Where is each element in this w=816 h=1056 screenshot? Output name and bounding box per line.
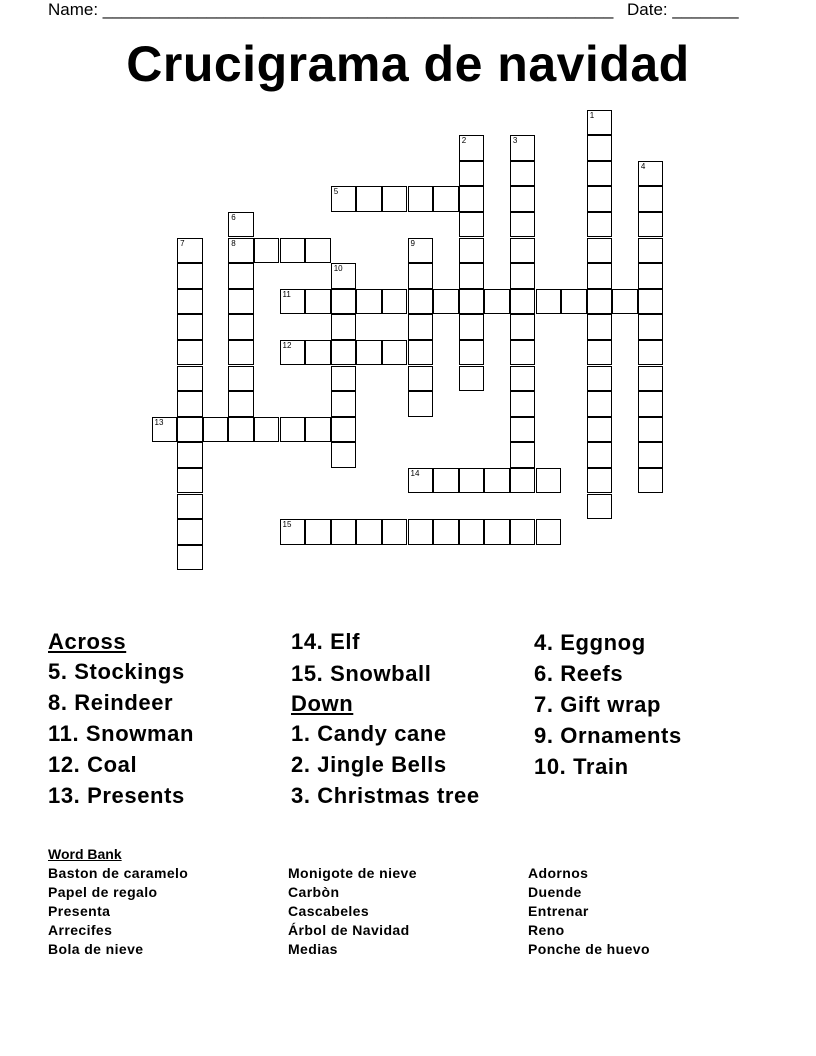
crossword-cell[interactable]	[510, 212, 536, 238]
crossword-cell[interactable]	[638, 340, 664, 366]
crossword-cell[interactable]	[433, 519, 459, 545]
crossword-cell[interactable]	[356, 340, 382, 366]
clue-number: 3	[512, 136, 518, 146]
clue-down-9: 9. Ornaments	[534, 723, 682, 748]
clue-number: 11	[282, 289, 291, 299]
crossword-cell[interactable]	[177, 494, 203, 520]
clue-number: 4	[640, 161, 646, 171]
crossword-cell[interactable]	[177, 391, 203, 417]
crossword-cell[interactable]	[331, 442, 357, 468]
crossword-cell[interactable]	[177, 263, 203, 289]
crossword-cell[interactable]	[408, 263, 434, 289]
crossword-cell[interactable]	[152, 417, 178, 443]
crossword-cell[interactable]	[587, 391, 613, 417]
word-bank-item: Baston de caramelo	[48, 865, 189, 881]
clue-across-13: 13. Presents	[48, 783, 185, 808]
crossword-cell[interactable]	[408, 314, 434, 340]
crossword-cell[interactable]	[280, 417, 306, 443]
crossword-cell[interactable]	[177, 366, 203, 392]
crossword-cell[interactable]	[177, 519, 203, 545]
crossword-cell[interactable]	[254, 417, 280, 443]
word-bank-item: Carbòn	[288, 884, 340, 900]
across-heading: Across	[48, 629, 127, 654]
crossword-cell[interactable]	[612, 289, 638, 315]
crossword-cell[interactable]	[305, 289, 331, 315]
clue-down-10: 10. Train	[534, 754, 629, 779]
crossword-cell[interactable]	[305, 340, 331, 366]
crossword-cell[interactable]	[638, 417, 664, 443]
crossword-cell[interactable]	[484, 519, 510, 545]
crossword-cell[interactable]	[356, 186, 382, 212]
crossword-cell[interactable]	[459, 186, 485, 212]
crossword-cell[interactable]	[484, 468, 510, 494]
crossword-cell[interactable]	[638, 289, 664, 315]
crossword-cell[interactable]	[638, 212, 664, 238]
crossword-cell[interactable]	[356, 519, 382, 545]
clue-across-11: 11. Snowman	[48, 721, 194, 746]
crossword-cell[interactable]	[177, 314, 203, 340]
crossword-cell[interactable]	[305, 238, 331, 264]
clue-number: 12	[282, 340, 292, 350]
crossword-cell[interactable]	[587, 263, 613, 289]
crossword-cell[interactable]	[177, 545, 203, 571]
crossword-cell[interactable]	[177, 468, 203, 494]
crossword-cell[interactable]	[587, 442, 613, 468]
crossword-cell[interactable]	[510, 135, 536, 161]
word-bank-heading: Word Bank	[48, 846, 122, 862]
crossword-cell[interactable]	[177, 238, 203, 264]
clue-number: 7	[180, 238, 185, 248]
crossword-cell[interactable]	[228, 314, 254, 340]
date-label: Date: _______	[627, 0, 739, 19]
crossword-cell[interactable]	[510, 263, 536, 289]
clue-down-2: 2. Jingle Bells	[291, 752, 447, 777]
crossword-cell[interactable]	[587, 417, 613, 443]
crossword-cell[interactable]	[536, 468, 562, 494]
crossword-cell[interactable]	[510, 391, 536, 417]
crossword-cell[interactable]	[459, 135, 485, 161]
crossword-cell[interactable]	[408, 340, 434, 366]
word-bank-item: Cascabeles	[288, 903, 370, 919]
crossword-cell[interactable]	[587, 135, 613, 161]
word-bank-item: Medias	[288, 941, 338, 957]
crossword-cell[interactable]	[228, 289, 254, 315]
clue-number: 6	[231, 212, 236, 222]
clue-across-14: 14. Elf	[291, 629, 361, 654]
clue-down-7: 7. Gift wrap	[534, 692, 661, 717]
crossword-cell[interactable]	[408, 186, 434, 212]
word-bank-item: Duende	[528, 884, 582, 900]
crossword-cell[interactable]	[484, 289, 510, 315]
word-bank-item: Arrecifes	[48, 922, 113, 938]
clue-number: 15	[282, 520, 292, 530]
crossword-cell[interactable]	[536, 519, 562, 545]
crossword-cell[interactable]	[408, 391, 434, 417]
crossword-cell[interactable]	[408, 238, 434, 264]
crossword-cell[interactable]	[587, 468, 613, 494]
clue-across-5: 5. Stockings	[48, 659, 185, 684]
crossword-cell[interactable]	[331, 391, 357, 417]
crossword-cell[interactable]	[331, 340, 357, 366]
crossword-cell[interactable]	[510, 186, 536, 212]
crossword-cell[interactable]	[459, 468, 485, 494]
crossword-cell[interactable]	[510, 340, 536, 366]
word-bank-item: Bola de nieve	[48, 941, 144, 957]
crossword-cell[interactable]	[408, 366, 434, 392]
crossword-cell[interactable]	[638, 391, 664, 417]
crossword-cell[interactable]	[280, 238, 306, 264]
crossword-cell[interactable]	[459, 340, 485, 366]
crossword-cell[interactable]	[587, 494, 613, 520]
crossword-cell[interactable]	[459, 314, 485, 340]
crossword-cell[interactable]	[228, 417, 254, 443]
crossword-cell[interactable]	[587, 340, 613, 366]
clue-number: 8	[231, 238, 236, 248]
crossword-cell[interactable]	[331, 263, 357, 289]
clue-number: 9	[410, 238, 415, 248]
crossword-cell[interactable]	[280, 289, 306, 315]
crossword-cell[interactable]	[331, 289, 357, 315]
crossword-cell[interactable]	[305, 417, 331, 443]
crossword-cell[interactable]	[228, 391, 254, 417]
crossword-cell[interactable]	[638, 314, 664, 340]
crossword-cell[interactable]	[356, 289, 382, 315]
crossword-cell[interactable]	[510, 161, 536, 187]
clue-number: 5	[333, 187, 339, 197]
crossword-cell[interactable]	[382, 186, 408, 212]
page-title: Crucigrama de navidad	[126, 36, 690, 92]
crossword-cell[interactable]	[177, 417, 203, 443]
crossword-cell[interactable]	[459, 263, 485, 289]
crossword-cell[interactable]	[408, 289, 434, 315]
crossword-cell[interactable]	[510, 519, 536, 545]
crossword-cell[interactable]	[331, 186, 357, 212]
clue-number: 14	[410, 468, 420, 478]
word-bank-item: Reno	[528, 922, 565, 938]
crossword-cell[interactable]	[459, 519, 485, 545]
name-label: Name: ______________________________________________________	[48, 0, 614, 19]
crossword-cell[interactable]	[536, 289, 562, 315]
clue-down-1: 1. Candy cane	[291, 721, 447, 746]
clue-across-12: 12. Coal	[48, 752, 138, 777]
crossword-cell[interactable]	[587, 212, 613, 238]
crossword-cell[interactable]	[510, 238, 536, 264]
word-bank-item: Ponche de huevo	[528, 941, 650, 957]
clue-number: 13	[154, 417, 164, 427]
word-bank-item: Árbol de Navidad	[288, 922, 410, 938]
crossword-cell[interactable]	[638, 186, 664, 212]
clue-number: 1	[589, 110, 595, 120]
crossword-cell[interactable]	[228, 238, 254, 264]
crossword-cell[interactable]	[177, 289, 203, 315]
crossword-cell[interactable]	[510, 289, 536, 315]
crossword-cell[interactable]	[177, 340, 203, 366]
crossword-cell[interactable]	[331, 519, 357, 545]
crossword-cell[interactable]	[587, 314, 613, 340]
crossword-cell[interactable]	[408, 519, 434, 545]
word-bank-item: Papel de regalo	[48, 884, 158, 900]
crossword-cell[interactable]	[587, 366, 613, 392]
crossword-cell[interactable]	[280, 519, 306, 545]
crossword-cell[interactable]	[433, 468, 459, 494]
crossword-cell[interactable]	[638, 468, 664, 494]
crossword-cell[interactable]	[510, 314, 536, 340]
crossword-cell[interactable]	[408, 468, 434, 494]
clue-across-8: 8. Reindeer	[48, 690, 174, 715]
clue-down-4: 4. Eggnog	[534, 630, 646, 655]
crossword-cell[interactable]	[510, 417, 536, 443]
crossword-cell[interactable]	[305, 519, 331, 545]
crossword-cell[interactable]	[331, 366, 357, 392]
crossword-cell[interactable]	[638, 442, 664, 468]
crossword-cell[interactable]	[587, 161, 613, 187]
crossword-cell[interactable]	[433, 289, 459, 315]
crossword-cell[interactable]	[228, 366, 254, 392]
crossword-cell[interactable]	[433, 186, 459, 212]
crossword-cell[interactable]	[459, 161, 485, 187]
crossword-cell[interactable]	[203, 417, 229, 443]
crossword-cell[interactable]	[638, 161, 664, 187]
word-bank-item: Entrenar	[528, 903, 589, 919]
crossword-cell[interactable]	[228, 263, 254, 289]
crossword-cell[interactable]	[254, 238, 280, 264]
crossword-cell[interactable]	[638, 366, 664, 392]
crossword-cell[interactable]	[280, 340, 306, 366]
crossword-cell[interactable]	[587, 289, 613, 315]
word-bank-item: Adornos	[528, 865, 589, 881]
word-bank-item: Presenta	[48, 903, 111, 919]
clue-down-3: 3. Christmas tree	[291, 783, 480, 808]
clue-number: 10	[333, 264, 343, 274]
crossword-cell[interactable]	[510, 442, 536, 468]
crossword-cell[interactable]	[638, 263, 664, 289]
crossword-cell[interactable]	[638, 238, 664, 264]
word-bank-item: Monigote de nieve	[288, 865, 417, 881]
clue-number: 2	[461, 136, 467, 146]
crossword-cell[interactable]	[331, 314, 357, 340]
clue-across-15: 15. Snowball	[291, 661, 432, 686]
crossword-cell[interactable]	[459, 238, 485, 264]
crossword-cell[interactable]	[587, 110, 613, 136]
crossword-cell[interactable]	[459, 366, 485, 392]
crossword-cell[interactable]	[587, 238, 613, 264]
crossword-cell[interactable]	[382, 289, 408, 315]
crossword-cell[interactable]	[228, 212, 254, 238]
crossword-cell[interactable]	[382, 519, 408, 545]
crossword-cell[interactable]	[228, 340, 254, 366]
crossword-cell[interactable]	[510, 468, 536, 494]
crossword-cell[interactable]	[561, 289, 587, 315]
crossword-cell[interactable]	[510, 366, 536, 392]
down-heading: Down	[291, 691, 354, 716]
crossword-cell[interactable]	[459, 212, 485, 238]
crossword-cell[interactable]	[459, 289, 485, 315]
crossword-cell[interactable]	[177, 442, 203, 468]
crossword-cell[interactable]	[382, 340, 408, 366]
crossword-cell[interactable]	[587, 186, 613, 212]
clue-down-6: 6. Reefs	[534, 661, 624, 686]
crossword-cell[interactable]	[331, 417, 357, 443]
